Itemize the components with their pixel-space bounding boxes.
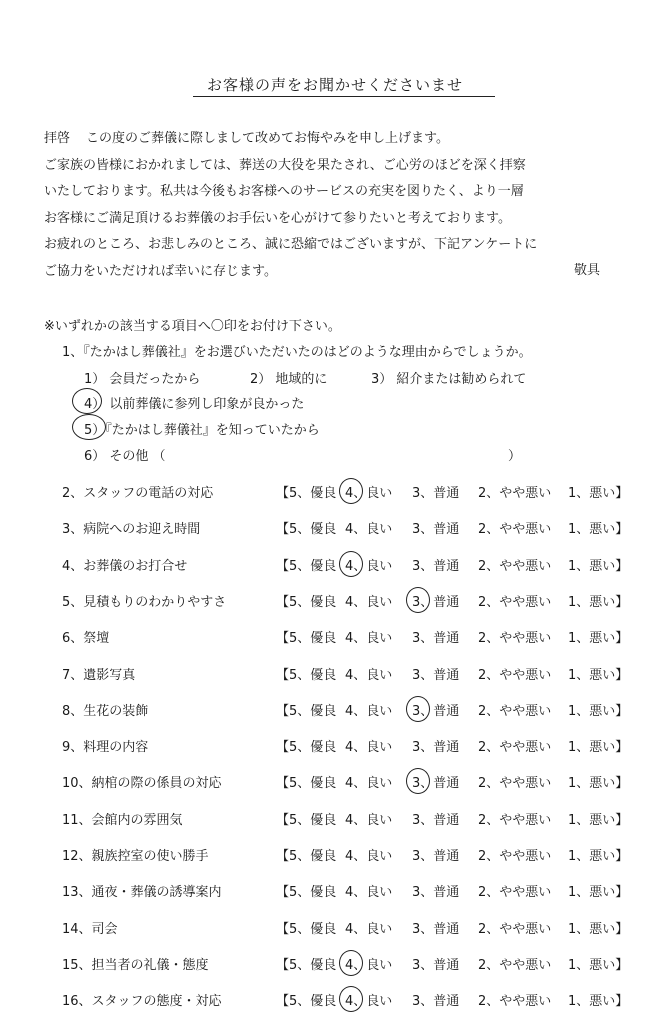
rating-option-1[interactable]: 1、悪い】 (568, 776, 629, 792)
q1-other-close-paren: ） (508, 449, 522, 464)
rating-option-3[interactable]: 3、普通 (412, 776, 460, 792)
rating-option-1[interactable]: 1、悪い】 (568, 812, 629, 828)
rating-question-label: 10、納棺の際の係員の対応 (62, 776, 222, 792)
rating-option-5[interactable]: 【5、優良 (276, 486, 337, 501)
rating-scale (276, 772, 638, 791)
rating-option-2[interactable]: 2、やや悪い (478, 740, 552, 756)
rating-option-5[interactable]: 【5、優良 (276, 812, 337, 828)
rating-question-label: 15、担当者の礼儀・態度 (62, 957, 209, 973)
greeting-letter (44, 126, 604, 286)
q1-option-6[interactable]: 6） その他 （ (84, 449, 166, 464)
rating-option-2[interactable]: 2、やや悪い (478, 994, 552, 1010)
rating-question-label: 2、スタッフの電話の対応 (62, 486, 214, 501)
rating-question-label: 12、親族控室の使い勝手 (62, 849, 209, 864)
rating-row (0, 482, 670, 506)
rating-row (0, 591, 670, 615)
rating-option-3[interactable]: 3、普通 (412, 667, 460, 683)
question-1-label: 1、『たかはし葬儀社』をお選びいただいたのはどのような理由からでしょうか。 (62, 345, 532, 360)
rating-option-3[interactable]: 3、普通 (412, 740, 460, 756)
rating-option-4[interactable]: 4、良い (345, 957, 393, 973)
rating-option-5[interactable]: 【5、優良 (276, 631, 337, 647)
rating-option-5[interactable]: 【5、優良 (276, 522, 337, 538)
rating-option-4[interactable]: 4、良い (345, 921, 393, 937)
rating-option-4[interactable]: 4、良い (345, 631, 393, 647)
letter-salutation: 拝啓 (44, 131, 71, 146)
instruction-text: ※いずれかの該当する項目へ〇印をお付け下さい。 (44, 319, 341, 334)
rating-option-4[interactable]: 4、良い (345, 812, 393, 828)
rating-option-4[interactable]: 4、良い (345, 594, 393, 610)
q1-option-4[interactable]: 4） 以前葬儀に参列し印象が良かった (84, 397, 305, 412)
rating-option-5[interactable]: 【5、優良 (276, 994, 337, 1010)
rating-option-5[interactable]: 【5、優良 (276, 776, 337, 792)
rating-scale (276, 990, 638, 1009)
rating-option-1[interactable]: 1、悪い】 (568, 631, 629, 647)
rating-option-2[interactable]: 2、やや悪い (478, 631, 552, 647)
rating-option-5[interactable]: 【5、優良 (276, 921, 337, 937)
letter-line: ご協力をいただければ幸いに存じます。 (44, 263, 277, 279)
rating-option-1[interactable]: 1、悪い】 (568, 740, 629, 756)
rating-question-label: 6、祭壇 (62, 631, 110, 647)
rating-option-1[interactable]: 1、悪い】 (568, 558, 629, 574)
rating-option-5[interactable]: 【5、優良 (276, 703, 337, 719)
rating-scale (276, 482, 638, 501)
rating-option-1[interactable]: 1、悪い】 (568, 849, 629, 864)
rating-option-2[interactable]: 2、やや悪い (478, 522, 552, 538)
rating-row (0, 954, 670, 978)
rating-option-4[interactable]: 4、良い (345, 776, 393, 792)
letter-line-text: この度のご葬儀に際しまして改めてお悔やみを申し上げます。 (86, 131, 449, 146)
letter-closing: 敬具 (573, 263, 600, 278)
rating-row (0, 518, 670, 542)
rating-option-3[interactable]: 3、普通 (412, 885, 460, 901)
rating-option-2[interactable]: 2、やや悪い (478, 957, 552, 973)
rating-question-label: 16、スタッフの態度・対応 (62, 994, 222, 1010)
rating-question-label: 9、料理の内容 (62, 740, 149, 756)
rating-row (0, 845, 670, 869)
rating-option-4[interactable]: 4、良い (345, 849, 393, 864)
rating-scale (276, 664, 638, 683)
rating-option-2[interactable]: 2、やや悪い (478, 594, 552, 610)
rating-row (0, 736, 670, 760)
rating-option-2[interactable]: 2、やや悪い (478, 812, 552, 828)
rating-row (0, 555, 670, 579)
rating-option-2[interactable]: 2、やや悪い (478, 703, 552, 719)
q1-option-5[interactable]: 5）『たかはし葬儀社』を知っていたから (84, 423, 320, 438)
rating-option-1[interactable]: 1、悪い】 (568, 703, 629, 719)
rating-scale (276, 918, 638, 937)
rating-option-3[interactable]: 3、普通 (412, 812, 460, 828)
title-underline (193, 96, 495, 97)
rating-option-1[interactable]: 1、悪い】 (568, 994, 629, 1010)
rating-option-4[interactable]: 4、良い (345, 994, 393, 1010)
letter-line: いたしております。私共は今後もお客様へのサービスの充実を図りたく、より一層 (44, 184, 524, 200)
rating-question-label: 8、生花の装飾 (62, 703, 149, 719)
rating-scale (276, 736, 638, 755)
rating-option-4[interactable]: 4、良い (345, 885, 393, 901)
rating-row (0, 918, 670, 942)
rating-option-5[interactable]: 【5、優良 (276, 849, 337, 864)
rating-option-2[interactable]: 2、やや悪い (478, 885, 552, 901)
rating-option-3[interactable]: 3、普通 (412, 594, 460, 610)
rating-option-1[interactable]: 1、悪い】 (568, 522, 629, 538)
rating-question-label: 5、見積もりのわかりやすさ (62, 594, 227, 610)
rating-scale (276, 518, 638, 537)
rating-option-4[interactable]: 4、良い (345, 703, 393, 719)
rating-row (0, 990, 670, 1014)
rating-scale (276, 809, 638, 828)
letter-line: お疲れのところ、お悲しみのところ、誠に恐縮ではございますが、下記アンケートに (44, 237, 538, 253)
rating-scale (276, 591, 638, 610)
rating-option-5[interactable]: 【5、優良 (276, 594, 337, 610)
rating-option-1[interactable]: 1、悪い】 (568, 921, 629, 937)
rating-row (0, 664, 670, 688)
letter-line (44, 126, 604, 153)
rating-option-3[interactable]: 3、普通 (412, 957, 460, 973)
rating-scale (276, 954, 638, 973)
rating-option-3[interactable]: 3、普通 (412, 994, 460, 1010)
q1-option-3[interactable]: 3） 紹介または勧められて (371, 372, 527, 387)
rating-option-3[interactable]: 3、普通 (412, 486, 460, 501)
rating-option-2[interactable]: 2、やや悪い (478, 667, 552, 683)
rating-option-4[interactable]: 4、良い (345, 558, 393, 574)
letter-line: お客様にご満足頂けるお葬儀のお手伝いを心がけて参りたいと考えております。 (44, 210, 511, 226)
rating-option-1[interactable]: 1、悪い】 (568, 885, 629, 901)
rating-question-label: 7、遺影写真 (62, 667, 136, 683)
letter-line: ご家族の皆様におかれましては、葬送の大役を果たされ、ご心労のほどを深く拝察 (44, 157, 526, 173)
rating-question-label: 11、会館内の雰囲気 (62, 812, 183, 828)
rating-option-5[interactable]: 【5、優良 (276, 558, 337, 574)
rating-option-1[interactable]: 1、悪い】 (568, 486, 629, 501)
rating-row (0, 881, 670, 905)
rating-question-label: 13、通夜・葬儀の誘導案内 (62, 885, 222, 901)
q1-option-1[interactable]: 1） 会員だったから (84, 372, 201, 387)
rating-option-5[interactable]: 【5、優良 (276, 667, 337, 683)
rating-question-label: 3、病院へのお迎え時間 (62, 522, 201, 538)
rating-scale (276, 555, 638, 574)
rating-row (0, 700, 670, 724)
rating-option-2[interactable]: 2、やや悪い (478, 486, 552, 501)
rating-option-1[interactable]: 1、悪い】 (568, 594, 629, 610)
rating-option-4[interactable]: 4、良い (345, 522, 393, 538)
rating-option-3[interactable]: 3、普通 (412, 921, 460, 937)
rating-option-4[interactable]: 4、良い (345, 486, 393, 501)
rating-row (0, 809, 670, 833)
rating-row (0, 772, 670, 796)
rating-option-2[interactable]: 2、やや悪い (478, 921, 552, 937)
rating-option-4[interactable]: 4、良い (345, 740, 393, 756)
rating-option-5[interactable]: 【5、優良 (276, 740, 337, 756)
q1-option-2[interactable]: 2） 地域的に (250, 372, 328, 387)
rating-option-3[interactable]: 3、普通 (412, 631, 460, 647)
rating-row (0, 627, 670, 651)
rating-option-4[interactable]: 4、良い (345, 667, 393, 683)
rating-option-3[interactable]: 3、普通 (412, 703, 460, 719)
rating-option-2[interactable]: 2、やや悪い (478, 558, 552, 574)
rating-scale (276, 700, 638, 719)
rating-option-3[interactable]: 3、普通 (412, 558, 460, 574)
rating-scale (276, 881, 638, 900)
rating-scale (276, 845, 638, 864)
rating-option-5[interactable]: 【5、優良 (276, 957, 337, 973)
rating-option-2[interactable]: 2、やや悪い (478, 849, 552, 864)
rating-option-3[interactable]: 3、普通 (412, 849, 460, 864)
rating-question-label: 14、司会 (62, 921, 118, 937)
rating-option-1[interactable]: 1、悪い】 (568, 667, 629, 683)
rating-option-3[interactable]: 3、普通 (412, 522, 460, 538)
rating-option-1[interactable]: 1、悪い】 (568, 957, 629, 973)
rating-question-label: 4、お葬儀のお打合せ (62, 558, 188, 574)
rating-option-2[interactable]: 2、やや悪い (478, 776, 552, 792)
rating-option-5[interactable]: 【5、優良 (276, 885, 337, 901)
page-title: お客様の声をお聞かせくださいませ (206, 76, 463, 94)
rating-scale (276, 627, 638, 646)
